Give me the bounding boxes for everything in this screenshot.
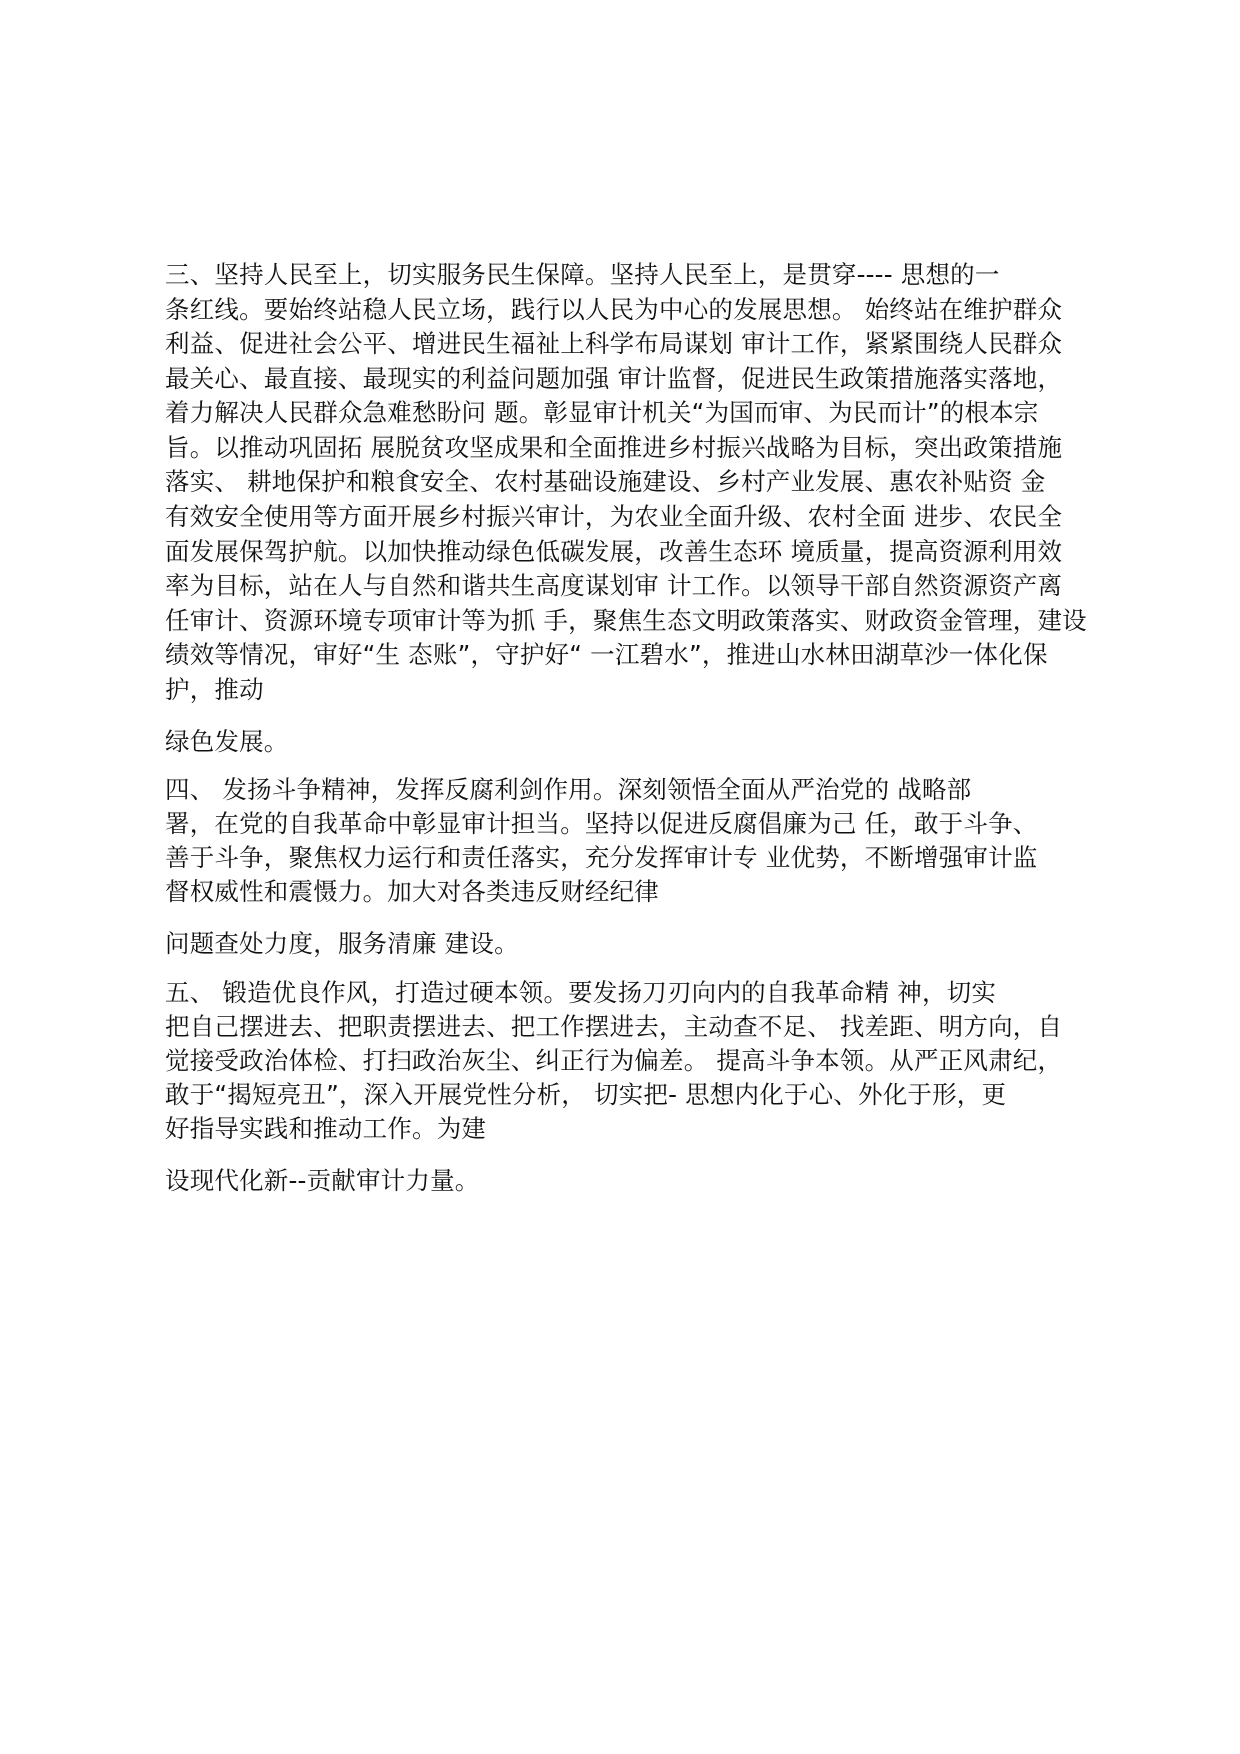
text-line: 旨。以推动巩固拓 展脱贫攻坚成果和全面推进乡村振兴战略为目标，突出政策措施 — [165, 433, 1063, 462]
text-line: 督权威性和震慑力。加大对各类违反财经纪律 — [165, 877, 659, 906]
text-line: 最关心、最直接、最现实的利益问题加强 审计监督，促进民生政策措施落实落地， — [165, 364, 1063, 393]
text-line: 四、 发扬斗争精神，发挥反腐利剑作用。深刻领悟全面从严治党的 战略部 — [165, 775, 972, 804]
text-line: 着力解决人民群众急难愁盼问 题。彰显审计机关“为国而审、为民而计”的根本宗 — [165, 398, 1039, 427]
text-line: 五、 锻造优良作风，打造过硬本领。要发扬刀刃向内的自我革命精 神，切实 — [165, 978, 997, 1007]
text-line: 利益、促进社会公平、增进民生福祉上科学布局谋划 审计工作，紧紧围绕人民群众 — [165, 329, 1063, 358]
text-line: 觉接受政治体检、打扫政治灰尘、纠正行为偏差。 提高斗争本领。从严正风肃纪， — [165, 1046, 1063, 1075]
text-line: 面发展保驾护航。以加快推动绿色低碳发展，改善生态环 境质量，提高资源利用效 — [165, 537, 1063, 566]
text-line: 条红线。要始终站稳人民立场，践行以人民为中心的发展思想。 始终站在维护群众 — [165, 295, 1063, 324]
text-line: 三、坚持人民至上，切实服务民生保障。坚持人民至上，是贯穿---- 思想的一 — [165, 260, 1000, 289]
text-line: 任审计、资源环境专项审计等为抓 手，聚焦生态文明政策落实、财政资金管理，建设 — [165, 606, 1087, 635]
text-line: 绩效等情况，审好“生 态账”，守护好“ 一江碧水”，推进山水林田湖草沙一体化保 — [165, 640, 1048, 669]
text-line: 好指导实践和推动工作。为建 — [165, 1114, 487, 1143]
text-line: 善于斗争，聚焦权力运行和责任落实，充分发挥审计专 业优势，不断增强审计监 — [165, 843, 1038, 872]
text-line: 护，推动 — [165, 675, 264, 704]
text-line: 敢于“揭短亮丑”，深入开展党性分析， 切实把- 思想内化于心、外化于形，更 — [165, 1080, 1007, 1109]
text-line: 有效安全使用等方面开展乡村振兴审计，为农业全面升级、农村全面 进步、农民全 — [165, 502, 1063, 531]
text-line: 绿色发展。 — [165, 727, 289, 756]
text-line: 署，在党的自我革命中彰显审计担当。坚持以促进反腐倡廉为己 任，敢于斗争、 — [165, 809, 1038, 838]
text-line: 落实、 耕地保护和粮食安全、农村基础设施建设、乡村产业发展、惠农补贴资 金 — [165, 467, 1046, 496]
text-line: 率为目标，站在人与自然和谐共生高度谋划审 计工作。以领导干部自然资源资产离 — [165, 571, 1063, 600]
text-line: 问题查处力度，服务清廉 建设。 — [165, 929, 519, 958]
text-line: 设现代化新--贡献审计力量。 — [165, 1166, 480, 1195]
text-line: 把自己摆进去、把职责摆进去、把工作摆进去，主动查不足、 找差距、明方向，自 — [165, 1012, 1063, 1041]
